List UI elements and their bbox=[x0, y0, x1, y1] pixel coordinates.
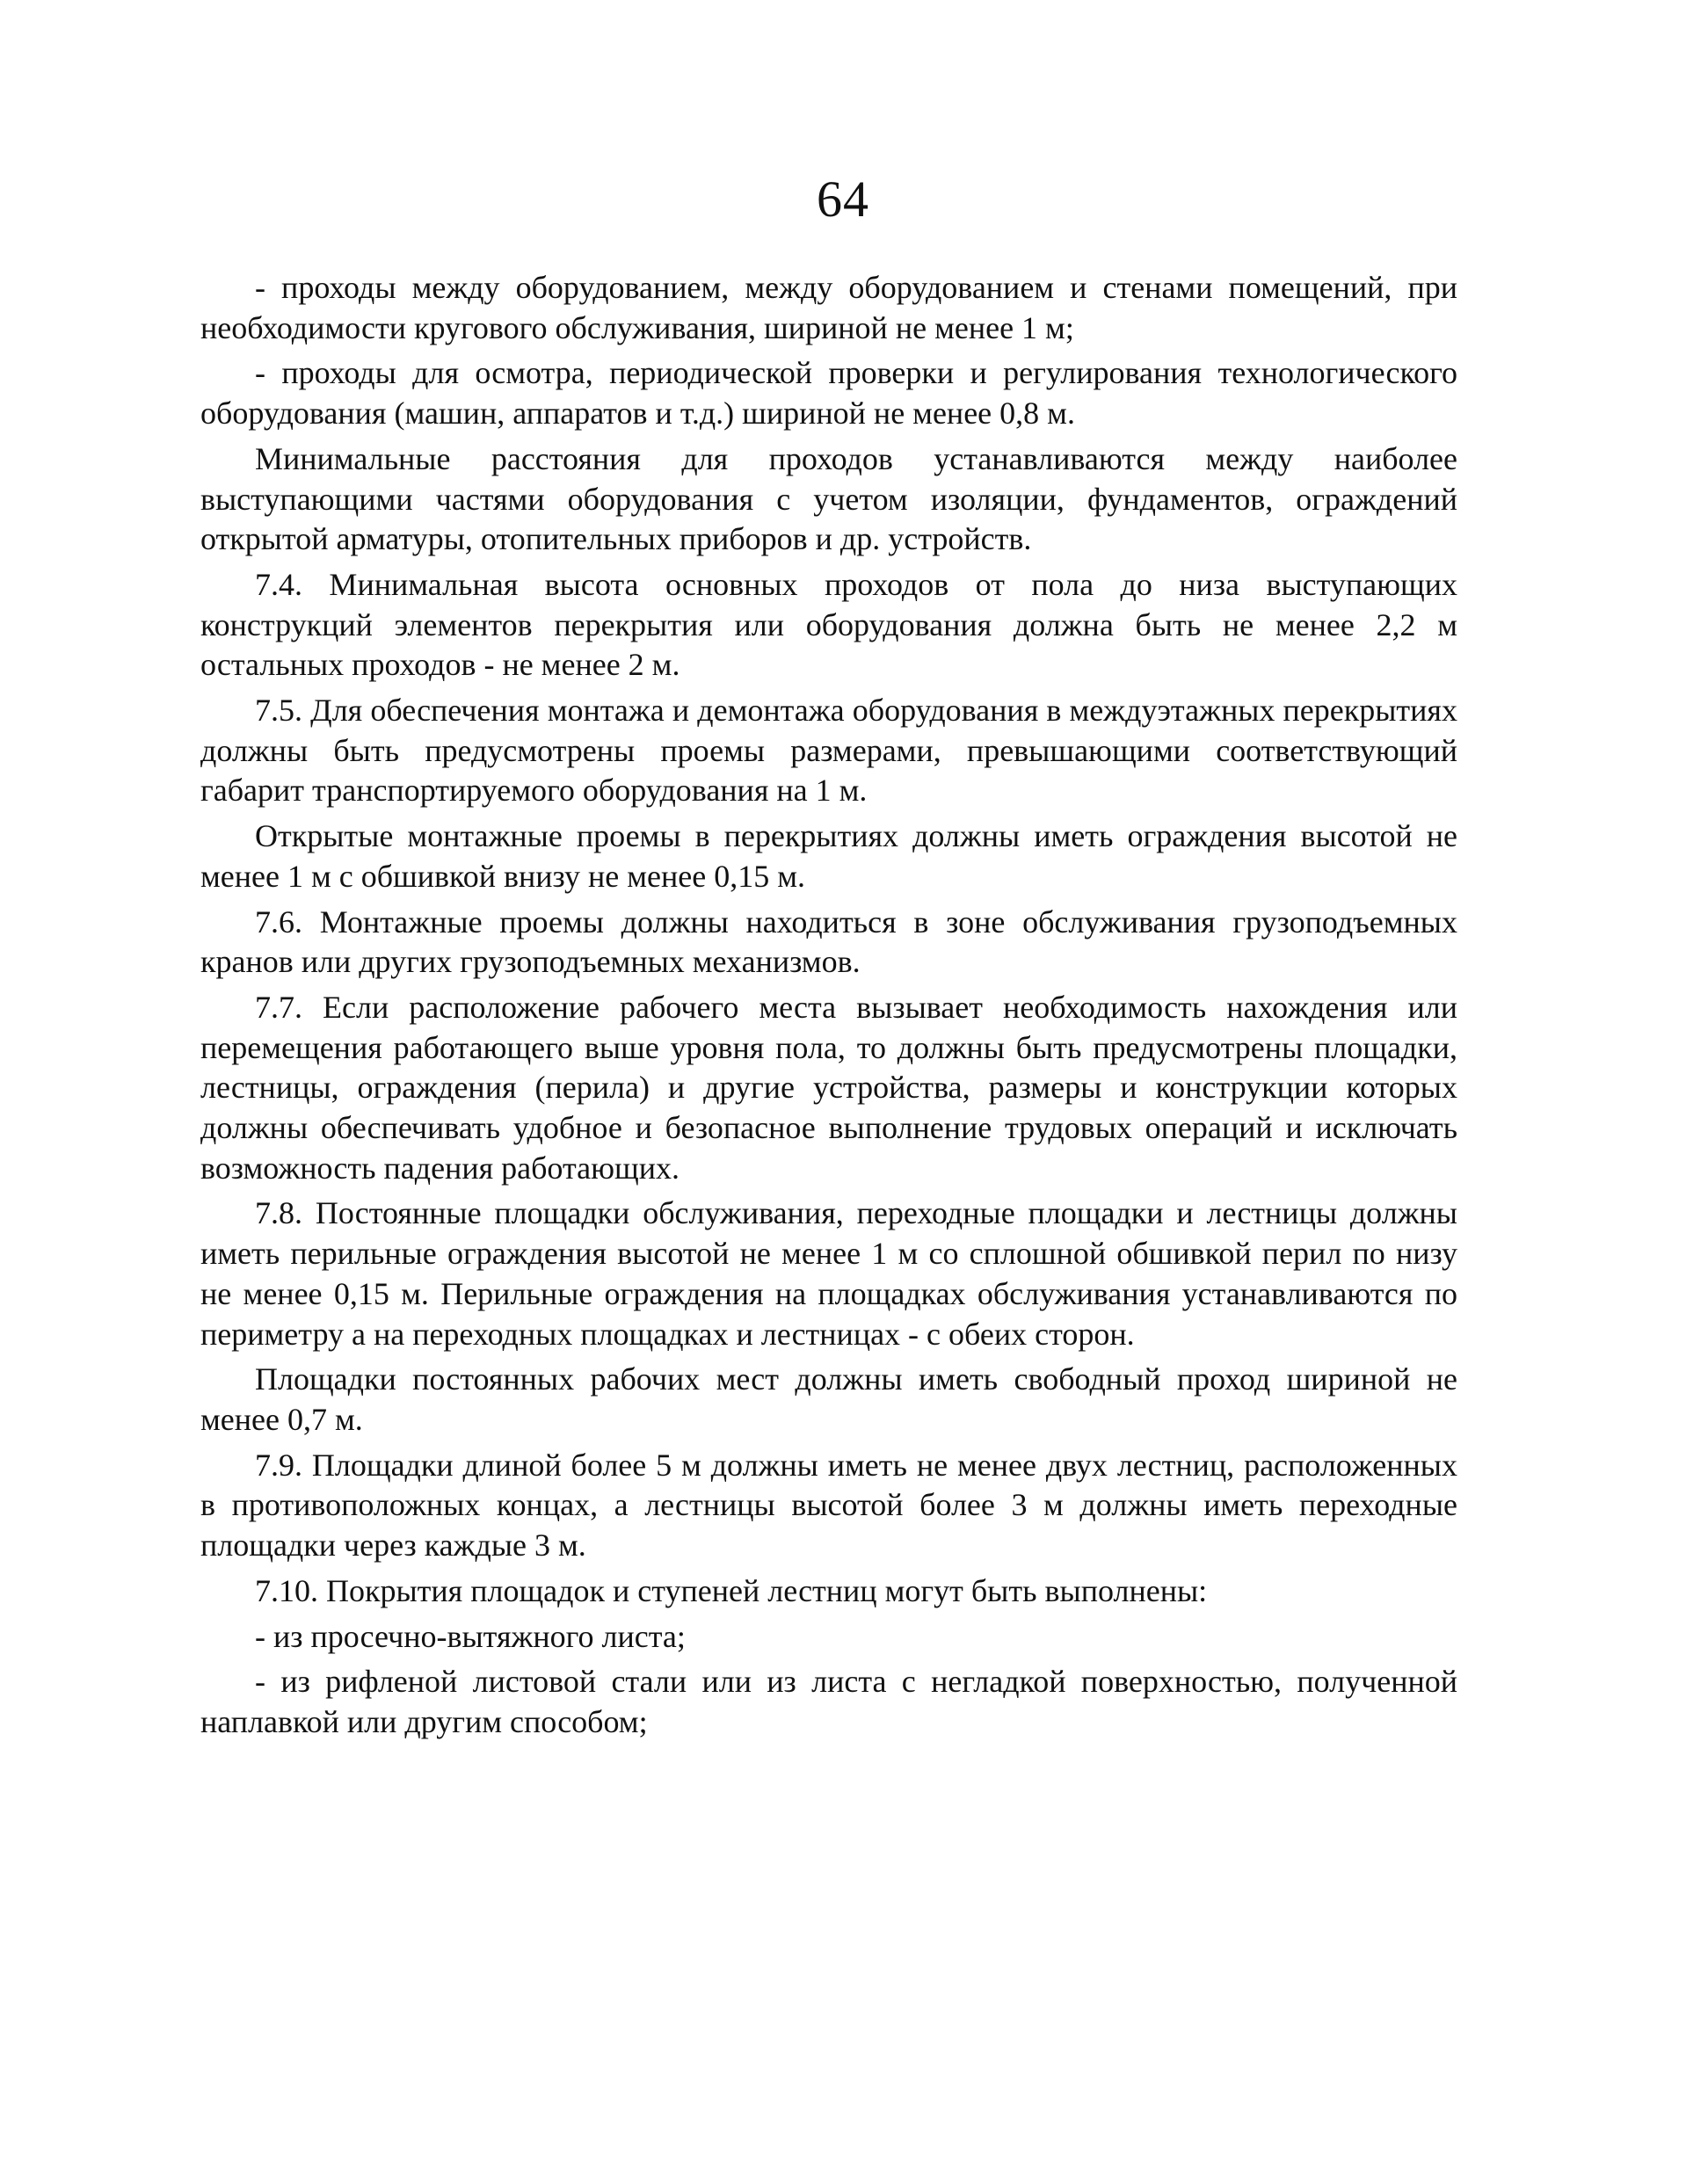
list-item-expanded-sheet: - из просечно-вытяжного листа; bbox=[255, 1618, 686, 1654]
paragraph-passages-between-equipment: - проходы между оборудованием, между оборудованием и стенами помещений, при необходимости кругового обслуживания, шириной не менее 1 м; bbox=[200, 270, 1457, 345]
paragraph-workplace-platforms: Площадки постоянных рабочих мест должны иметь свободный проход шириной не менее 0,7 м. bbox=[200, 1361, 1457, 1437]
paragraph-inspection-passages: - проходы для осмотра, периодической проверки и регулирования технологического оборудования (машин, аппаратов и т.д.) шириной не менее 0,8 м. bbox=[200, 355, 1457, 432]
page-number: 64 bbox=[817, 171, 869, 228]
paragraph-7-7: 7.7. Если расположение рабочего места вызывает необходимость нахождения или перемещения работающего выше уровня пола, то должны быть предусмотрены площадки, лестницы, ограждения (перила) и другие устройства, размеры и конструкции которых должны обеспечивать удобное и безопасное выполнение трудовых операций и исключать возможность падения работающих. bbox=[200, 989, 1457, 1186]
paragraph-7-5: 7.5. Для обеспечения монтажа и демонтажа оборудования в междуэтажных перекрытиях должны быть предусмотрены проемы размерами, превышающими соответствующий габарит транспортируемого оборудования на 1 м. bbox=[200, 693, 1457, 809]
body-text bbox=[200, 268, 1457, 1748]
paragraph-minimum-distances: Минимальные расстояния для проходов устанавливаются между наиболее выступающими частями оборудования с учетом изоляции, фундаментов, ограждений открытой арматуры, отопительных приборов и др. устройств. bbox=[200, 440, 1457, 557]
paragraph-7-10: 7.10. Покрытия площадок и ступеней лестниц могут быть выполнены: bbox=[255, 1572, 1208, 1608]
paragraph-7-4: 7.4. Минимальная высота основных проходов от пола до низа выступающих конструкций элементов перекрытия или оборудования должна быть не менее 2,2 м остальных проходов - не менее 2 м. bbox=[200, 566, 1457, 683]
list-item-ribbed-steel: - из рифленой листовой стали или из листа с негладкой поверхностью, полученной наплавкой или другим способом; bbox=[200, 1664, 1457, 1739]
paragraph-7-6: 7.6. Монтажные проемы должны находиться в зоне обслуживания грузоподъемных кранов или других грузоподъемных механизмов. bbox=[200, 903, 1457, 980]
paragraph-7-9: 7.9. Площадки длиной более 5 м должны иметь не менее двух лестниц, расположенных в противоположных концах, а лестницы высотой более 3 м должны иметь переходные площадки через каждые 3 м. bbox=[200, 1447, 1457, 1564]
paragraph-open-openings: Открытые монтажные проемы в перекрытиях должны иметь ограждения высотой не менее 1 м с обшивкой внизу не менее 0,15 м. bbox=[200, 818, 1457, 894]
paragraph-7-8: 7.8. Постоянные площадки обслуживания, переходные площадки и лестницы должны иметь перильные ограждения высотой не менее 1 м со сплошной обшивкой перил по низу не менее 0,15 м. Перильные ограждения на площадках обслуживания устанавливаются по периметру а на переходных площадках и лестницах - с обеих сторон. bbox=[200, 1195, 1457, 1352]
